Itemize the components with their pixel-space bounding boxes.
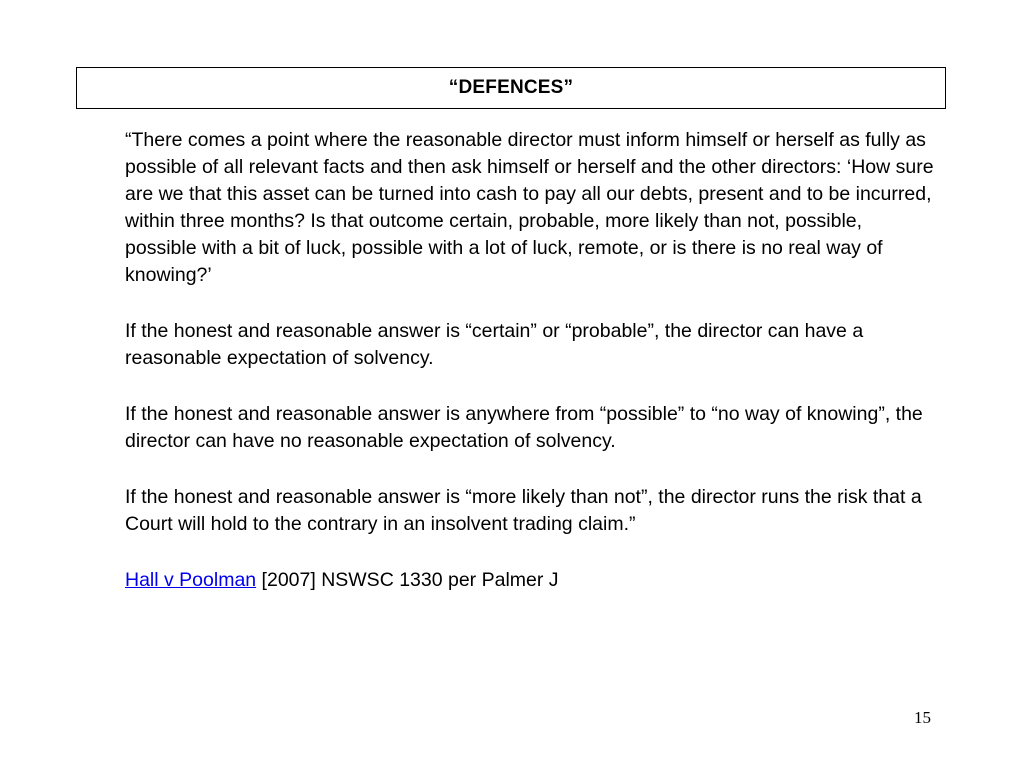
slide-title-box [76,67,946,109]
quote-paragraph-1: “There comes a point where the reasonable director must inform himself or herself as fully as possible of all relevant facts and then ask himself or herself and the other directors: ‘How sure are we that this asset can be turned into cash to pay all our debts, present and to be incurred, within three months? Is that outcome certain, probable, more likely than not, possible, possible with a bit of luck, possible with a lot of luck, remote, or is there is no real way of knowing?’ [125,129,934,286]
slide-title: “DEFENCES” [448,77,574,98]
page-number: 15 [914,708,931,727]
slide-content [125,127,935,623]
case-link[interactable]: Hall v Poolman [125,569,257,591]
quote-paragraph-4: If the honest and reasonable answer is “more likely than not”, the director runs the risk that a Court will hold to the contrary in an insolvent trading claim.” [125,486,922,535]
case-citation [125,567,935,594]
citation-reference: [2007] NSWSC 1330 per Palmer J [256,569,559,591]
quote-paragraph-3: If the honest and reasonable answer is anywhere from “possible” to “no way of knowing”, the director can have no reasonable expectation of solvency. [125,403,923,452]
quote-paragraph-2: If the honest and reasonable answer is “certain” or “probable”, the director can have a reasonable expectation of solvency. [125,320,864,369]
